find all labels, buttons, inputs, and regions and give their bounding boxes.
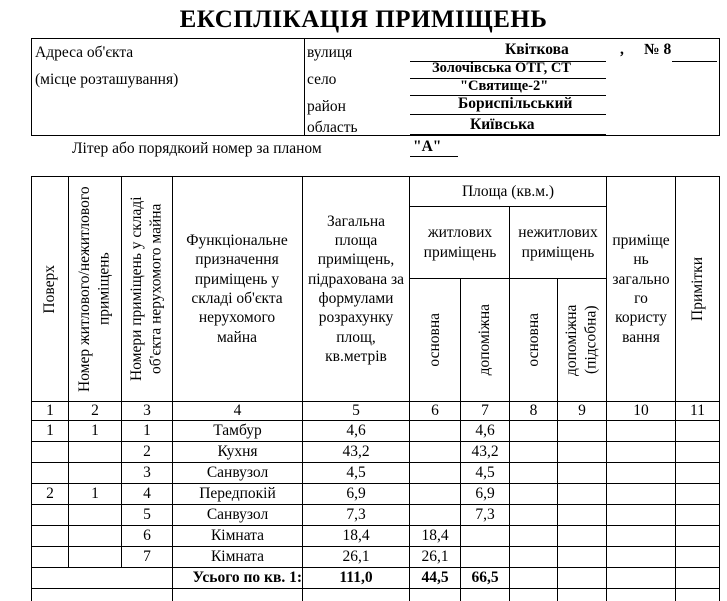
document-title: ЕКСПЛІКАЦІЯ ПРИМІЩЕНЬ — [179, 6, 548, 33]
col-number-11: 11 — [690, 402, 705, 420]
col-number-8: 8 — [529, 402, 538, 420]
village-value-line2: "Святище-2" — [460, 78, 549, 94]
row-room-number: 3 — [143, 464, 151, 482]
header-total-area: Загальна площа приміщень, підрахована за формулами розрахунку площ, кв.метрів — [307, 212, 405, 366]
letter-value: "А" — [413, 138, 442, 155]
row-room-name: Кімната — [210, 527, 265, 545]
row-total-area: 18,4 — [342, 527, 370, 545]
row-room-number: 6 — [143, 527, 151, 545]
header-residential-auxiliary: допоміжна — [476, 304, 494, 376]
col-number-3: 3 — [143, 402, 151, 420]
row-apartment — [69, 547, 121, 567]
street-value: Квіткова — [505, 41, 569, 58]
header-purpose: Функціональне призначення приміщень у складі об'єкта нерухомого майна — [186, 231, 288, 346]
row-apartment — [69, 526, 121, 546]
header-room-number: Номери приміщень у складі об'єкта нерухомого майна — [128, 196, 165, 382]
row-floor: 1 — [46, 422, 54, 440]
street-comma: , — [620, 41, 624, 58]
row-residential-auxiliary — [461, 547, 509, 567]
row-total-area: 43,2 — [342, 443, 370, 461]
village-value-line1: Золочівська ОТГ, СТ — [432, 60, 571, 76]
col-number-4: 4 — [233, 402, 242, 420]
header-common-use: приміще нь загально го користу вання — [612, 231, 670, 346]
letter-label: Літер або порядкоий номер за планом — [72, 140, 322, 157]
row-apartment: 1 — [91, 485, 99, 503]
region-label: область — [307, 119, 358, 136]
row-residential-auxiliary — [461, 526, 509, 546]
row-floor: 2 — [46, 485, 54, 503]
district-label: район — [307, 98, 346, 115]
header-floor: Поверх — [41, 264, 59, 314]
address-label: Адреса об'єкта — [35, 44, 134, 61]
district-value: Бориспільський — [458, 95, 573, 112]
row-room-name: Санвузол — [206, 464, 269, 482]
total-label: Усього по кв. 1: — [192, 569, 302, 587]
number-underline — [672, 61, 717, 62]
header-nonresidential: нежитлових приміщень — [518, 224, 598, 261]
row-room-number: 2 — [143, 443, 151, 461]
col-number-10: 10 — [633, 402, 649, 420]
row-total-area: 7,3 — [346, 506, 366, 524]
address-divider — [304, 39, 305, 135]
row-residential-auxiliary: 4,6 — [475, 422, 495, 440]
row-residential-main — [410, 484, 460, 504]
col-number-2: 2 — [91, 402, 99, 420]
row-room-name: Санвузол — [206, 506, 269, 524]
row-residential-main — [410, 442, 460, 462]
letter-underline — [410, 156, 458, 157]
col-number-1: 1 — [46, 402, 54, 420]
row-room-name: Кухня — [217, 443, 258, 461]
total-area-sum: 111,0 — [339, 569, 373, 587]
village-label: село — [307, 71, 337, 88]
row-total-area: 4,5 — [346, 464, 366, 482]
col-number-9: 9 — [578, 402, 586, 420]
row-room-name: Кімната — [210, 548, 265, 566]
row-residential-auxiliary: 43,2 — [471, 443, 499, 461]
row-residential-main — [410, 421, 460, 441]
col-number-7: 7 — [481, 402, 489, 420]
total-residential-auxiliary: 66,5 — [471, 569, 499, 587]
row-total-area: 26,1 — [342, 548, 370, 566]
header-area-group: Площа (кв.м.) — [461, 182, 555, 200]
header-nonresidential-main: основна — [524, 313, 542, 367]
header-notes: Примітки — [688, 257, 706, 321]
col-number-6: 6 — [431, 402, 439, 420]
row-room-number: 4 — [143, 485, 151, 503]
row-floor — [32, 526, 68, 546]
row-floor — [32, 547, 68, 567]
row-residential-main: 26,1 — [421, 548, 449, 566]
row-residential-main: 18,4 — [421, 527, 449, 545]
row-residential-auxiliary: 6,9 — [475, 485, 495, 503]
row-room-name: Тамбур — [213, 422, 262, 440]
row-residential-auxiliary: 4,5 — [475, 464, 495, 482]
house-number: № 8 — [644, 41, 672, 58]
header-residential: житлових приміщень — [423, 224, 497, 261]
row-total-area: 4,6 — [346, 422, 366, 440]
row-apartment — [69, 442, 121, 462]
row-residential-main — [410, 505, 460, 525]
district-underline — [410, 114, 606, 115]
header-residential-main: основна — [426, 313, 444, 367]
address-sublabel: (місце розташування) — [35, 71, 179, 88]
row-room-name: Передпокій — [199, 485, 276, 503]
row-room-number: 7 — [143, 548, 151, 566]
row-total-area: 6,9 — [346, 485, 366, 503]
region-value: Київська — [470, 116, 535, 133]
explication-table — [31, 176, 720, 601]
row-apartment — [69, 463, 121, 483]
row-apartment — [69, 505, 121, 525]
region-underline — [410, 134, 606, 135]
street-label: вулиця — [307, 44, 353, 61]
row-residential-main — [410, 463, 460, 483]
row-floor — [32, 442, 68, 462]
header-apartment-number: Номер житлового/нежитлового приміщень — [76, 186, 113, 392]
total-residential-main: 44,5 — [421, 569, 449, 587]
row-floor — [32, 505, 68, 525]
row-residential-auxiliary: 7,3 — [475, 506, 495, 524]
header-nonresidential-auxiliary: допоміжна (підсобна) — [563, 304, 600, 376]
row-floor — [32, 463, 68, 483]
row-apartment: 1 — [91, 422, 99, 440]
col-number-5: 5 — [352, 402, 360, 420]
row-room-number: 5 — [143, 506, 151, 524]
row-room-number: 1 — [143, 422, 151, 440]
